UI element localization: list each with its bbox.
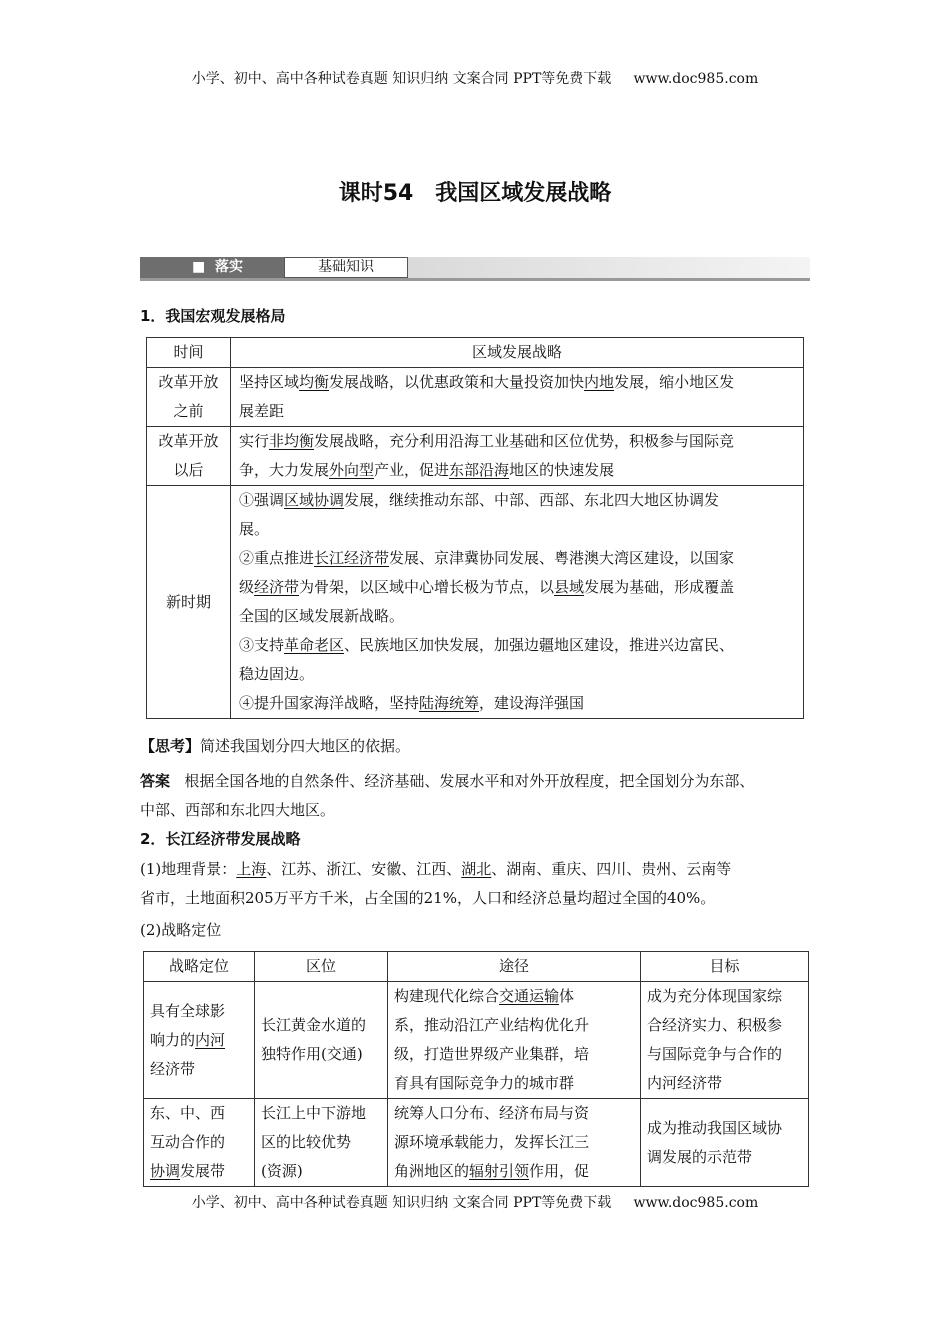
- cell-line: 长江上中下游地: [261, 1104, 367, 1122]
- cell-line: 内河经济带: [647, 1074, 723, 1092]
- cell-line: 与国际竞争与合作的: [647, 1045, 783, 1063]
- col-header: 途径: [388, 952, 641, 982]
- section-banner: [140, 257, 810, 281]
- time-cell: 新时期: [147, 486, 231, 719]
- cell-line: 展。: [239, 520, 270, 538]
- page-footer: 小学、初中、高中各种试卷真题 知识归纳 文案合同 PPT等免费下载 www.doc985.com: [191, 1195, 759, 1211]
- banner-tag: ■ 落实: [140, 257, 284, 278]
- strategy-cell: [231, 486, 804, 719]
- col-header: 目标: [641, 952, 809, 982]
- cell-line: ④提升国家海洋战略，坚持陆海统筹，建设海洋强国: [239, 694, 585, 712]
- cell-line: 育具有国际竞争力的城市群: [394, 1074, 575, 1092]
- site-link[interactable]: www.doc985.com: [633, 1195, 759, 1211]
- page-header: 小学、初中、高中各种试卷真题 知识归纳 文案合同 PPT等免费下载 www.doc985.com: [191, 71, 759, 87]
- col-header: 区位: [255, 952, 388, 982]
- positioning-cell: [144, 1099, 255, 1187]
- think-answer-line: 中部、西部和东北四大地区。: [140, 801, 336, 819]
- cell-line: ①强调区域协调发展，继续推动东部、中部、西部、东北四大地区协调发: [239, 491, 720, 509]
- cell-line: 具有全球影: [150, 1001, 226, 1020]
- cell-line: 调发展的示范带: [647, 1147, 753, 1166]
- cell-line: 稳边固边。: [239, 665, 315, 683]
- table-row: [147, 427, 804, 486]
- cell-line: 成为充分体现国家综: [647, 987, 783, 1005]
- cell-line: 级经济带为骨架，以区域中心增长极为节点，以县域发展为基础，形成覆盖: [239, 578, 735, 596]
- cell-line: 争，大力发展外向型产业，促进东部沿海地区的快速发展: [239, 461, 615, 479]
- section2-heading: 2．长江经济带发展战略: [140, 830, 301, 848]
- cell-line: 系，推动沿江产业结构优化升: [394, 1016, 590, 1034]
- strategy-cell: [231, 368, 804, 427]
- goal-cell: [641, 1099, 809, 1187]
- cell-line: (资源): [261, 1162, 303, 1180]
- banner-label: 基础知识: [284, 257, 408, 278]
- think-question: 【思考】简述我国划分四大地区的依据。: [140, 737, 411, 755]
- cell-line: 实行非均衡发展战略，充分利用沿海工业基础和区位优势，积极参与国际竞: [239, 432, 735, 450]
- col-header: 时间: [147, 338, 231, 368]
- strategy-table: [143, 951, 809, 1187]
- positioning-heading: (2)战略定位: [140, 921, 222, 939]
- col-header: 区域发展战略: [231, 338, 804, 368]
- goal-cell: [641, 982, 809, 1099]
- cell-line: 东、中、西: [150, 1104, 226, 1122]
- cell-line: 展差距: [239, 402, 285, 420]
- think-answer-line: 答案 根据全国各地的自然条件、经济基础、发展水平和对外开放程度，把全国划分为东部、: [140, 772, 755, 790]
- cell-line: 协调发展带: [150, 1162, 226, 1180]
- cell-line: 角洲地区的辐射引领作用，促: [394, 1162, 590, 1180]
- cell-line: 区的比较优势: [261, 1133, 352, 1151]
- col-header: 战略定位: [144, 952, 255, 982]
- cell-line: 长江黄金水道的: [261, 1016, 367, 1034]
- cell-line: 合经济实力、积极参: [647, 1016, 783, 1034]
- cell-line: 经济带: [150, 1059, 196, 1078]
- site-link[interactable]: www.doc985.com: [633, 71, 759, 87]
- table-row: [144, 1099, 809, 1187]
- table-row: [147, 368, 804, 427]
- cell-line: 全国的区域发展新战略。: [239, 607, 405, 625]
- cell-line: 统筹人口分布、经济布局与资: [394, 1104, 590, 1122]
- cell-line: 互动合作的: [150, 1133, 226, 1151]
- positioning-cell: [144, 982, 255, 1099]
- page-title: 课时54 我国区域发展战略: [338, 181, 612, 206]
- cell-line: 级，打造世界级产业集群，培: [394, 1045, 590, 1063]
- time-cell: 改革开放之前: [147, 368, 231, 427]
- location-cell: [255, 1099, 388, 1187]
- cell-line: 构建现代化综合交通运输体: [394, 987, 575, 1005]
- time-cell: 改革开放以后: [147, 427, 231, 486]
- approach-cell: [388, 982, 641, 1099]
- table-row: [144, 982, 809, 1099]
- table-row: [147, 486, 804, 719]
- strategy-cell: [231, 427, 804, 486]
- cell-line: 坚持区域均衡发展战略，以优惠政策和大量投资加快内地发展，缩小地区发: [239, 373, 735, 391]
- approach-cell: [388, 1099, 641, 1187]
- macro-pattern-table: [146, 337, 804, 719]
- geo-background-line: 省市，土地面积205万平方千米，占全国的21%，人口和经济总量均超过全国的40%。: [140, 889, 716, 907]
- cell-line: 成为推动我国区域协: [647, 1118, 783, 1137]
- cell-line: ③支持革命老区、民族地区加快发展，加强边疆地区建设，推进兴边富民、: [239, 636, 735, 654]
- cell-line: ②重点推进长江经济带发展、京津冀协同发展、粤港澳大湾区建设，以国家: [239, 549, 735, 567]
- cell-line: 独特作用(交通): [261, 1045, 363, 1063]
- cell-line: 源环境承载能力，发挥长江三: [394, 1133, 590, 1151]
- cell-line: 响力的内河: [150, 1030, 226, 1049]
- location-cell: [255, 982, 388, 1099]
- section1-heading: 1．我国宏观发展格局: [140, 307, 286, 325]
- geo-background-line: (1)地理背景：上海、江苏、浙江、安徽、江西、湖北、湖南、重庆、四川、贵州、云南等: [140, 860, 732, 878]
